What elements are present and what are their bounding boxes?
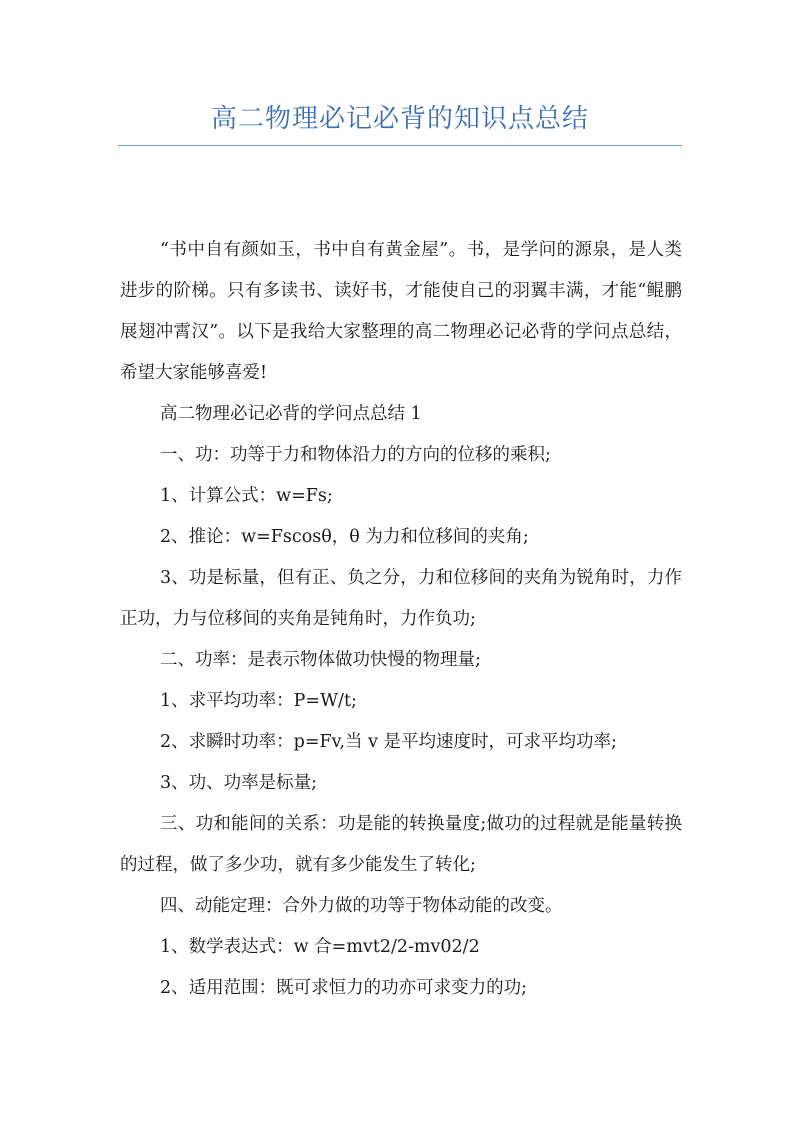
- paragraph: 四、动能定理：合外力做的功等于物体动能的改变。: [160, 896, 563, 916]
- paragraph: 3、功、功率是标量;: [160, 773, 318, 793]
- paragraph: 2、推论：w=Fscosθ，θ 为力和位移间的夹角;: [160, 527, 529, 547]
- paragraph: 2、求瞬时功率：p=Fv,当 v 是平均速度时，可求平均功率;: [160, 732, 617, 752]
- title-underline: [118, 145, 682, 146]
- intro-paragraph: “书中自有颜如玉，书中自有黄金屋”。书，是学问的源泉，是人类进步的阶梯。只有多读书、读好书，才能使自己的羽翼丰满，才能“鲲鹏展翅冲霄汉”。以下是我给大家整理的高二物理必记必背的学问点总结，希望大家能够喜爱!: [120, 240, 682, 383]
- paragraph: 1、求平均功率：P=W/t;: [160, 691, 357, 711]
- paragraph: 1、数学表达式：w 合=mvt2/2-mv02/2: [160, 937, 480, 957]
- document-body: [120, 230, 682, 1009]
- paragraph: 三、功和能间的关系：功是能的转换量度;做功的过程就是能量转换的过程，做了多少功，就有多少能发生了转化;: [120, 814, 682, 875]
- paragraph: 一、功：功等于力和物体沿力的方向的位移的乘积;: [160, 445, 551, 465]
- document-title: 高二物理必记必背的知识点总结: [210, 104, 589, 134]
- paragraph: 1、计算公式：w=Fs;: [160, 486, 333, 506]
- paragraph: 2、适用范围：既可求恒力的功亦可求变力的功;: [160, 978, 528, 998]
- section-heading: 高二物理必记必背的学问点总结 1: [160, 404, 422, 424]
- paragraph: 3、功是标量，但有正、负之分，力和位移间的夹角为锐角时，力作正功，力与位移间的夹角是钝角时，力作负功;: [120, 568, 682, 629]
- paragraph: 二、功率：是表示物体做功快慢的物理量;: [160, 650, 481, 670]
